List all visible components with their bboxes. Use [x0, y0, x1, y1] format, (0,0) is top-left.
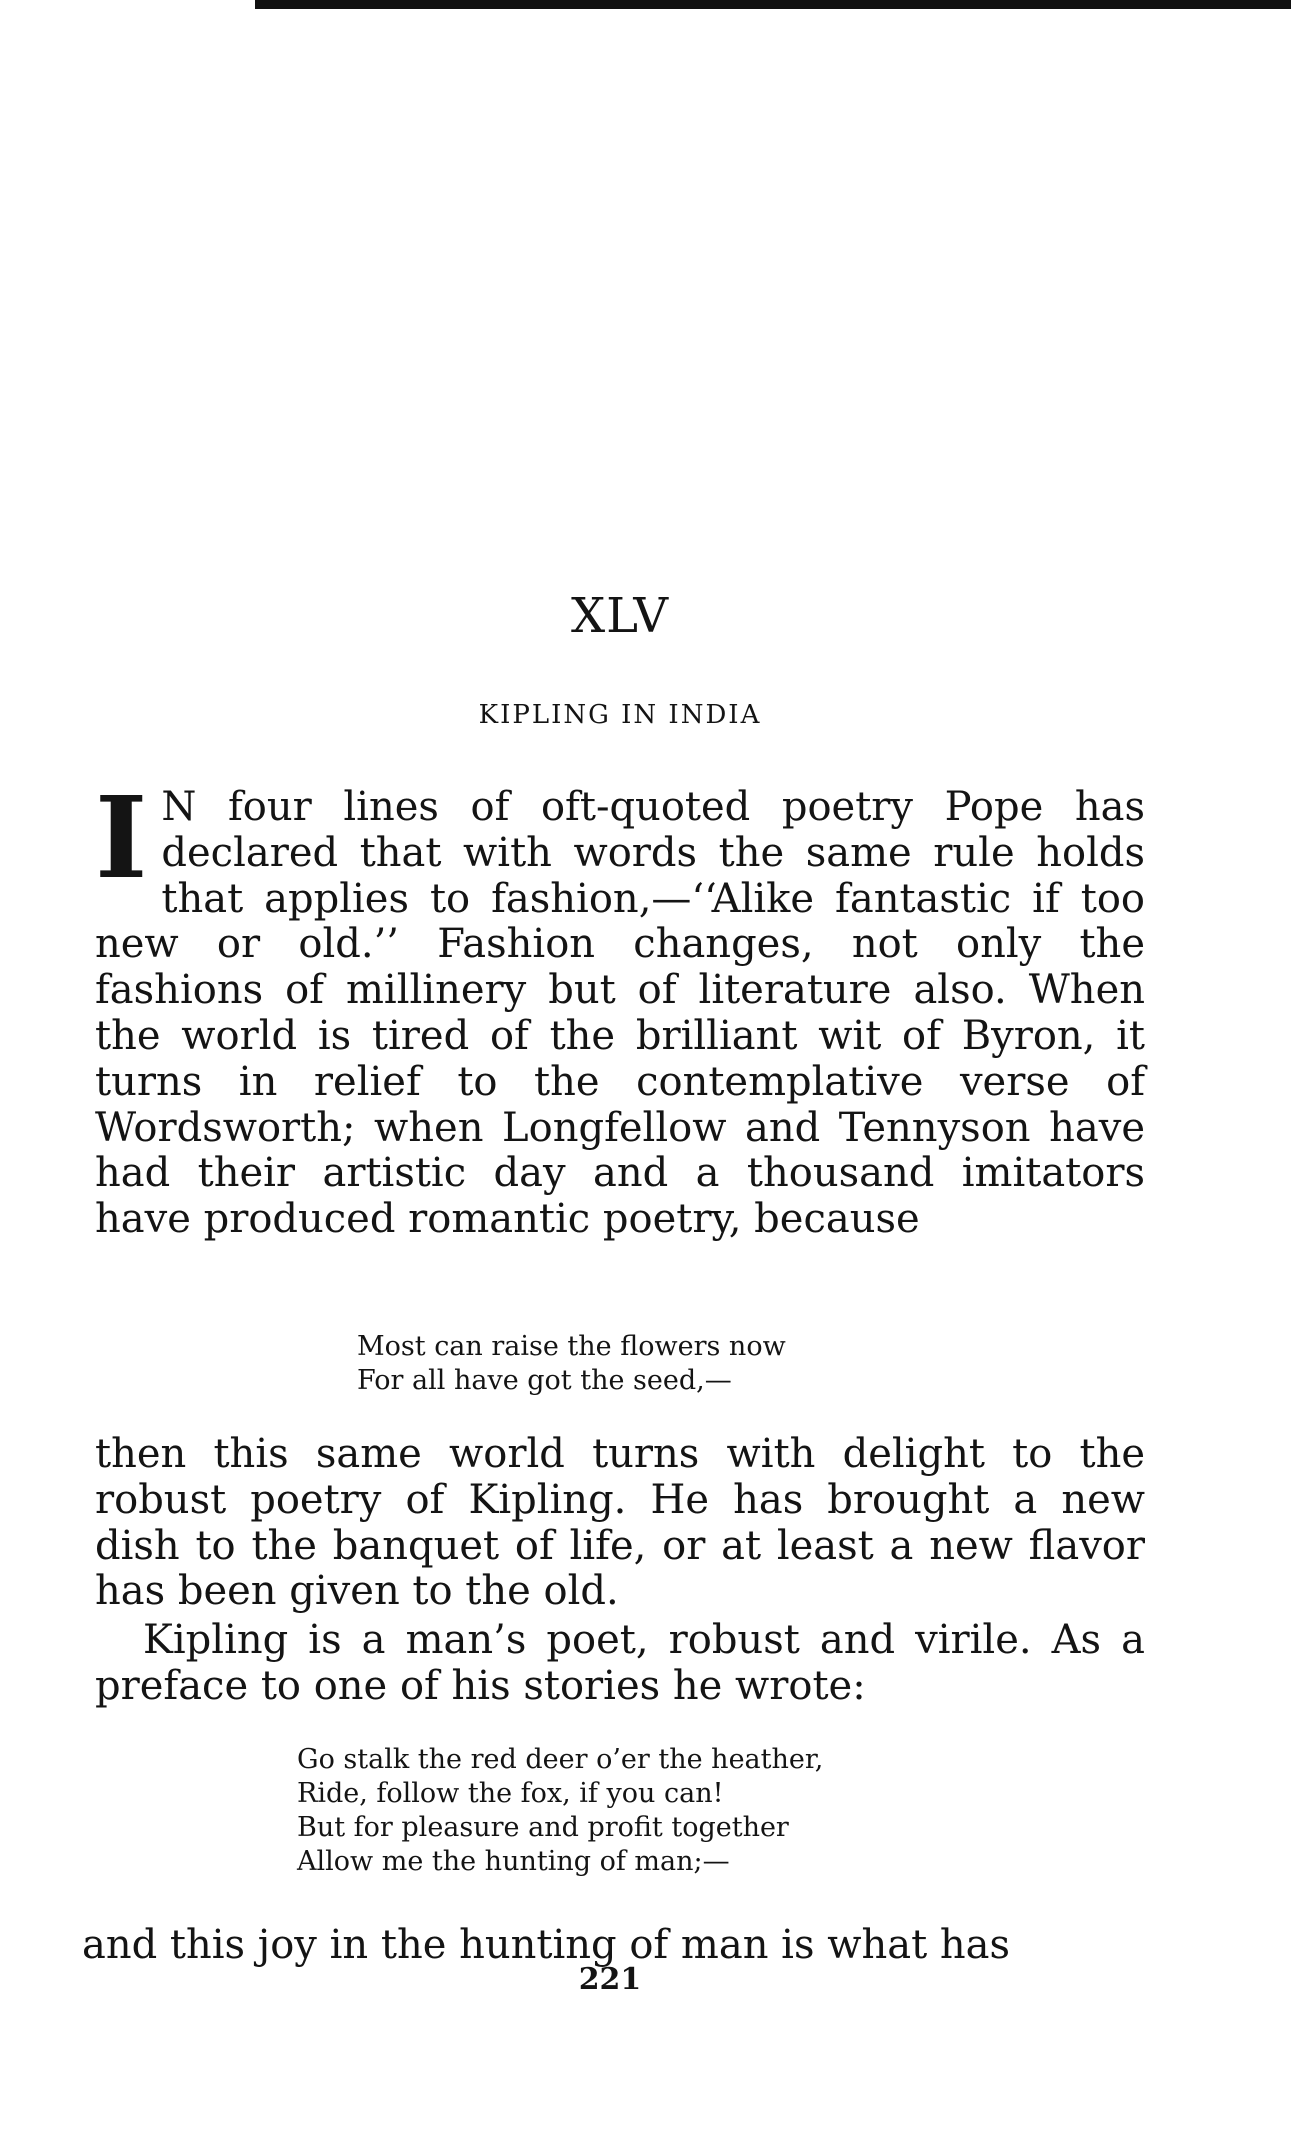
verse-quote-1	[357, 1330, 786, 1398]
verse-line: For all have got the seed,—	[357, 1365, 732, 1396]
drop-cap: I	[95, 773, 148, 904]
page-number: 221	[578, 1962, 642, 1997]
paragraph-1	[95, 773, 1145, 1243]
verse-quote-2	[297, 1743, 823, 1879]
paragraph-1-text: N four lines of oft-quoted poetry Pope has declared that with words the same rule holds that applies to fashion,—‘‘Alike fantastic if too new or old.’’ Fashion changes, not only the fashions of millinery but of literature also. When the world is tired of the brilliant wit of Byron, it turns in relief to the contemplative verse of Wordsworth; when Longfellow and Tennyson have had their artistic day and a thousand imitators have produced romantic poetry, because	[95, 784, 1145, 1243]
top-rule	[255, 0, 1291, 9]
verse-line: Most can raise the flowers now	[357, 1331, 786, 1362]
verse-line: Go stalk the red deer o’er the heather,	[297, 1744, 824, 1775]
paragraph-4: and this joy in the hunting of man is what has	[82, 1922, 1010, 1968]
verse-line: But for pleasure and profit together	[297, 1812, 789, 1843]
verse-line: Ride, follow the fox, if you can!	[297, 1778, 724, 1809]
verse-line: Allow me the hunting of man;—	[297, 1846, 730, 1877]
paragraph-3: Kipling is a man’s poet, robust and virile. As a preface to one of his stories he wrote:	[95, 1617, 1145, 1709]
chapter-number: XLV	[570, 588, 669, 644]
chapter-title: KIPLING IN INDIA	[478, 700, 762, 730]
paragraph-2: then this same world turns with delight to the robust poetry of Kipling. He has brought a new dish to the banquet of life, or at least a new flavor has been given to the old.	[95, 1431, 1145, 1615]
